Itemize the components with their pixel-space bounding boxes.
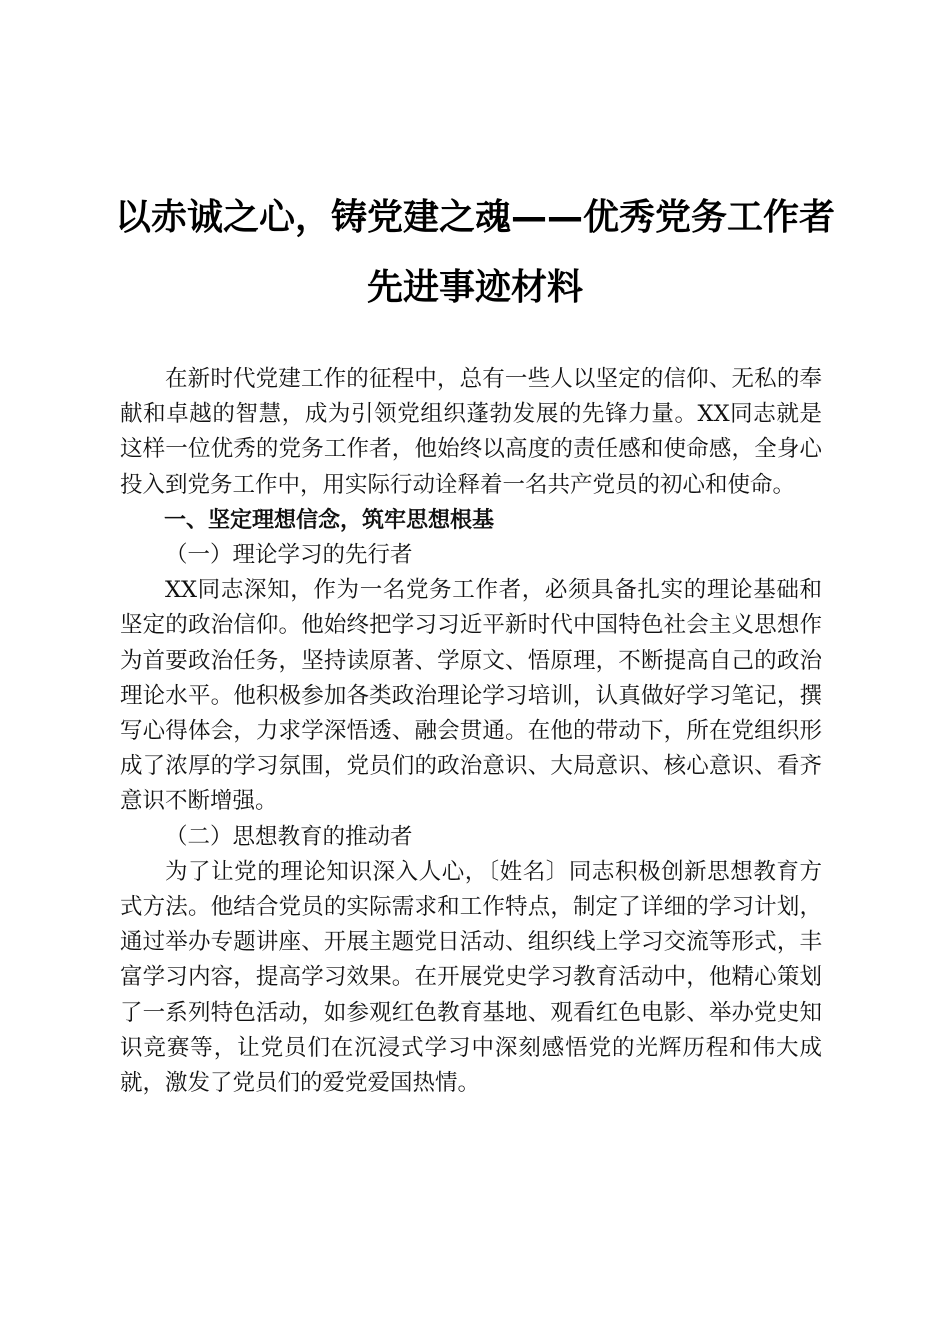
subsection-heading-1: （一）理论学习的先行者 [165, 542, 413, 569]
subsection-heading-2: （二）思想教育的推动者 [165, 823, 413, 850]
document-title-line-1: 以赤诚之心，铸党建之魂——优秀党务工作者 [114, 197, 835, 238]
document-title-line-2: 先进事迹材料 [366, 267, 583, 308]
subsection-paragraph-2: 为了让党的理论知识深入人心，〔姓名〕同志积极创新思想教育方式方法。他结合党员的实际需求和工作特点，制定了详细的学习计划，通过举办专题讲座、开展主题党日活动、组织线上学习交流等形式，丰富学习内容，提高学习效果。在开展党史学习教育活动中，他精心策划了一系列特色活动，如参观红色教育基地、观看红色电影、举办党史知识竞赛等，让党员们在沉浸式学习中深刻感悟党的光辉历程和伟大成就，激发了党员们的爱党爱国热情。 [120, 858, 822, 1097]
intro-paragraph: 在新时代党建工作的征程中，总有一些人以坚定的信仰、无私的奉献和卓越的智慧，成为引领党组织蓬勃发展的先锋力量。XX同志就是这样一位优秀的党务工作者，他始终以高度的责任感和使命感，全身心投入到党务工作中，用实际行动诠释着一名共产党员的初心和使命。 [120, 366, 822, 498]
subsection-paragraph-1: XX同志深知，作为一名党务工作者，必须具备扎实的理论基础和坚定的政治信仰。他始终把学习习近平新时代中国特色社会主义思想作为首要政治任务，坚持读原著、学原文、悟原理，不断提高自己的政治理论水平。他积极参加各类政治理论学习培训，认真做好学习笔记，撰写心得体会，力求学深悟透、融会贯通。在他的带动下，所在党组织形成了浓厚的学习氛围，党员们的政治意识、大局意识、核心意识、看齐意识不断增强。 [120, 577, 822, 815]
document-body [120, 362, 822, 1101]
section-heading-1: 一、坚定理想信念，筑牢思想根基 [164, 507, 495, 533]
